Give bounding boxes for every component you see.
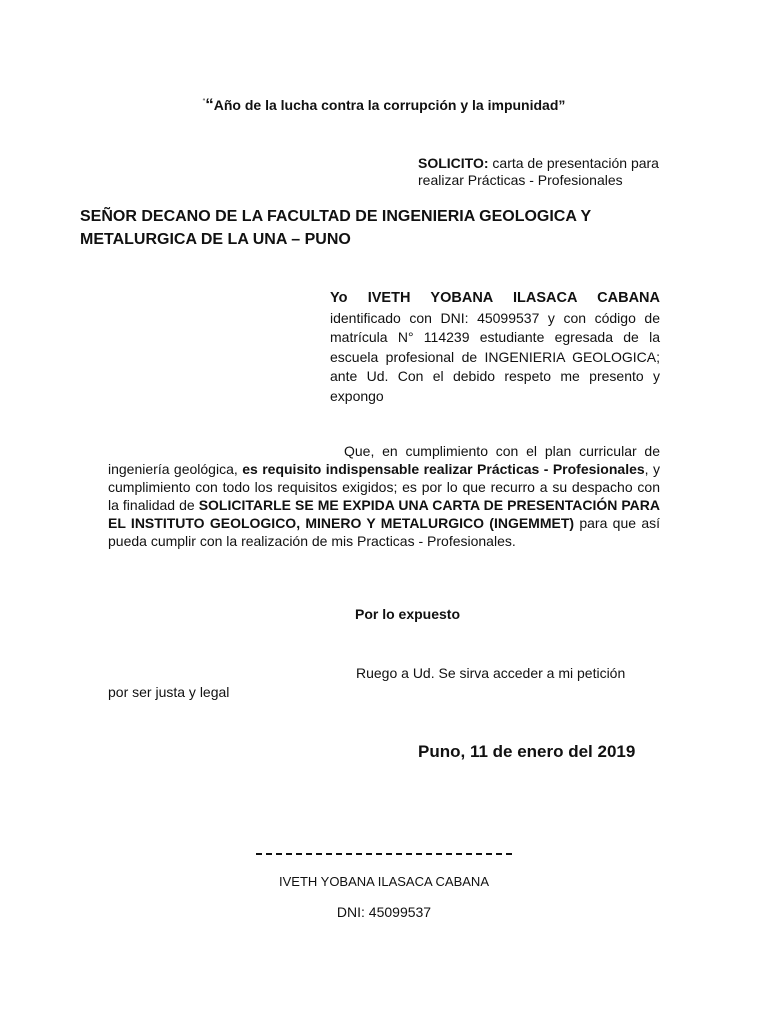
- body-part-1: Que, en cumplimiento con el plan curricular de ingeniería geológica,: [108, 443, 660, 477]
- body-paragraph: [108, 442, 660, 550]
- signature-dashes: [256, 845, 512, 855]
- identification-paragraph: [330, 288, 660, 406]
- addressee-line-1: SEÑOR DECANO DE LA FACULTAD DE INGENIERIA GEOLOGICA Y: [80, 208, 592, 225]
- body-bold-2: SOLICITARLE SE ME EXPIDA UNA CARTA DE PRESENTACIÓN PARA EL INSTITUTO GEOLOGICO, MINERO Y METALURGICO (INGEMMET): [108, 497, 660, 531]
- solicito-block: [418, 155, 668, 189]
- motto-close-quote: ”: [558, 97, 566, 113]
- addressee: [80, 205, 700, 251]
- solicito-text: carta de presentación para realizar Prácticas - Profesionales: [418, 155, 659, 188]
- signature-line: [0, 842, 768, 858]
- body-part-3: para que así pueda cumplir con la realización de mis Practicas - Profesionales.: [108, 515, 660, 549]
- signatory-dni: DNI: 45099537: [336, 904, 432, 920]
- motto-open-quote: “: [205, 95, 214, 114]
- request-line-1: Ruego a Ud. Se sirva acceder a mi petición: [356, 665, 626, 681]
- request-line-2: por ser justa y legal: [108, 684, 230, 700]
- body-part-2: , y cumplimiento con todo los requisitos exigidos; es por lo que recurro a su despacho con la finalidad de: [108, 461, 660, 513]
- por-lo-expuesto: Por lo expuesto: [355, 606, 461, 622]
- request-paragraph: [108, 664, 660, 702]
- motto-small-quote: “: [202, 97, 206, 107]
- addressee-line-2: METALURGICA DE LA UNA – PUNO: [80, 231, 351, 248]
- signatory-name: IVETH YOBANA ILASACA CABANA: [278, 874, 489, 889]
- identification-text: identificado con DNI: 45099537 y con código de matrícula N° 114239 estudiante egresada de la escuela profesional de INGENIERIA GEOLOGICA; ante Ud. Con el debido respeto me presento y expongo: [330, 309, 660, 404]
- applicant-name: Yo IVETH YOBANA ILASACA CABANA: [330, 290, 660, 306]
- solicito-label: SOLICITO:: [418, 155, 489, 171]
- year-motto: [0, 95, 768, 115]
- body-bold-1: es requisito indispensable realizar Prácticas - Profesionales: [242, 461, 645, 477]
- motto-text: Año de la lucha contra la corrupción y la impunidad: [213, 97, 559, 113]
- place-date: Puno, 11 de enero del 2019: [418, 742, 636, 761]
